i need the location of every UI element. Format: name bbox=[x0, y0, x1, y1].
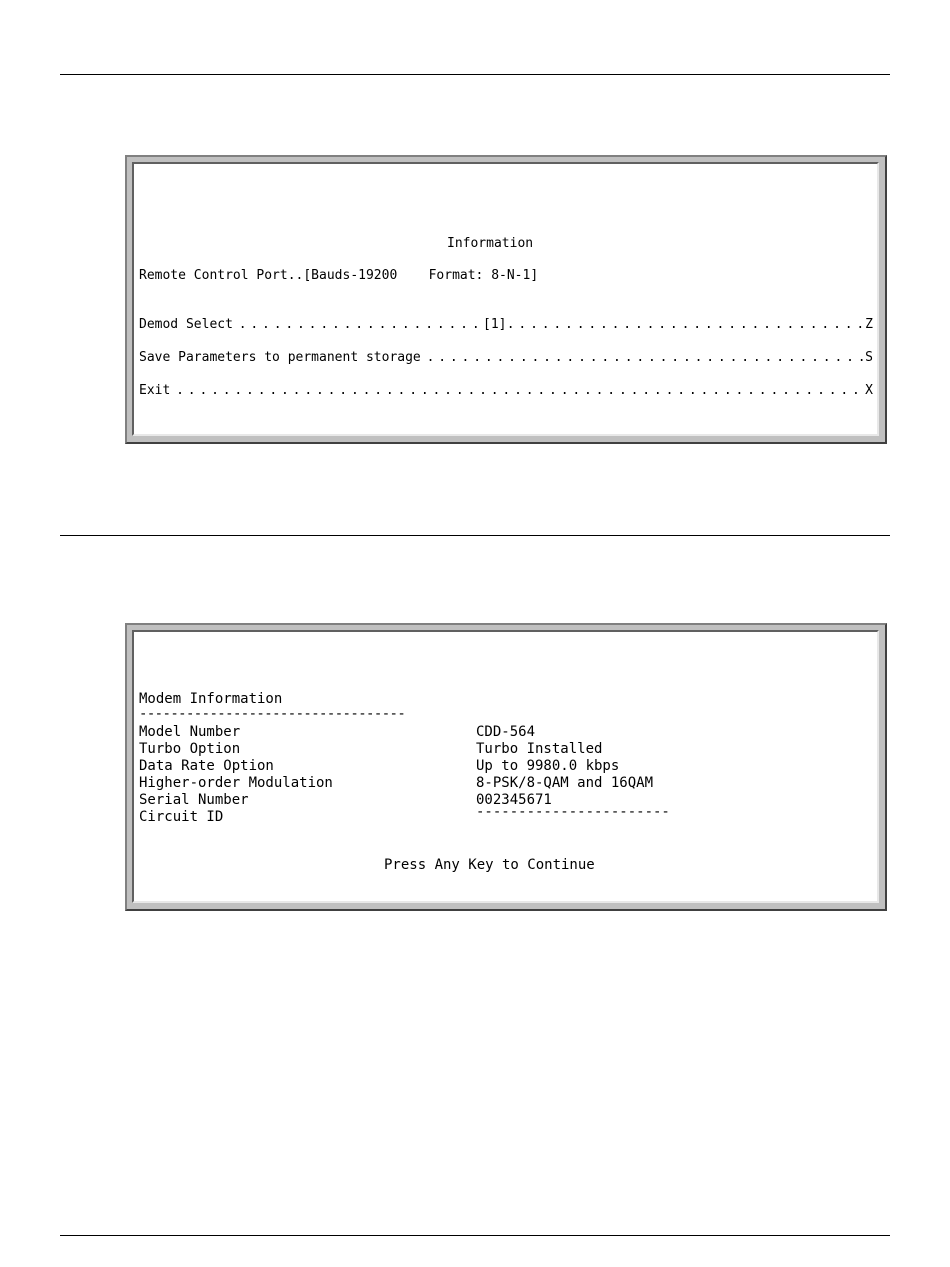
info-value-higher-order-modulation: 8-PSK/8-QAM and 16QAM bbox=[476, 775, 654, 791]
menu-item-label: Demod Select . . . bbox=[139, 317, 865, 333]
menu-item-exit[interactable] bbox=[139, 383, 873, 399]
press-any-key-prompt: Press Any Key to Continue bbox=[384, 857, 595, 873]
info-label-circuit-id: Circuit ID bbox=[139, 809, 224, 825]
info-label-serial-number: Serial Number bbox=[139, 792, 249, 808]
info-value-serial-number: 002345671 bbox=[476, 792, 552, 808]
modem-info-title: Modem Information bbox=[139, 691, 283, 707]
info-label-turbo-option: Turbo Option bbox=[139, 741, 241, 757]
menu-item-key: S bbox=[865, 350, 873, 365]
info-label-higher-order-modulation: Higher-order Modulation bbox=[139, 775, 333, 791]
menu-item-label: Exit . . . bbox=[139, 383, 865, 399]
demod-select-value: [1] bbox=[483, 317, 507, 332]
page-header-rule bbox=[60, 74, 890, 75]
remote-control-port-line: Remote Control Port..[Bauds-19200 Format: 8-N-1] bbox=[139, 268, 539, 283]
info-label-data-rate-option: Data Rate Option bbox=[139, 758, 274, 774]
terminal-screen[interactable] bbox=[132, 162, 879, 436]
info-label-model-number: Model Number bbox=[139, 724, 241, 740]
menu-item-key: Z bbox=[865, 317, 873, 332]
modem-info-separator: ---------------------------------- bbox=[139, 706, 406, 722]
menu-item-label: Save Parameters to permanent storage . . . bbox=[139, 350, 865, 366]
info-value-model-number: CDD-564 bbox=[476, 724, 536, 740]
terminal-screen[interactable] bbox=[132, 630, 879, 903]
menu-item-key: X bbox=[865, 383, 873, 398]
info-value-circuit-id: ----------------------- bbox=[476, 804, 670, 820]
info-value-turbo-option: Turbo Installed bbox=[476, 741, 603, 757]
page-footer-rule bbox=[60, 1235, 890, 1236]
section-divider-rule bbox=[60, 535, 890, 536]
screen-title: Information bbox=[447, 236, 534, 251]
menu-item-save-parameters[interactable] bbox=[139, 350, 873, 366]
info-value-data-rate-option: Up to 9980.0 kbps bbox=[476, 758, 620, 774]
terminal-window-modem-information bbox=[125, 623, 887, 911]
terminal-window-information bbox=[125, 155, 887, 444]
